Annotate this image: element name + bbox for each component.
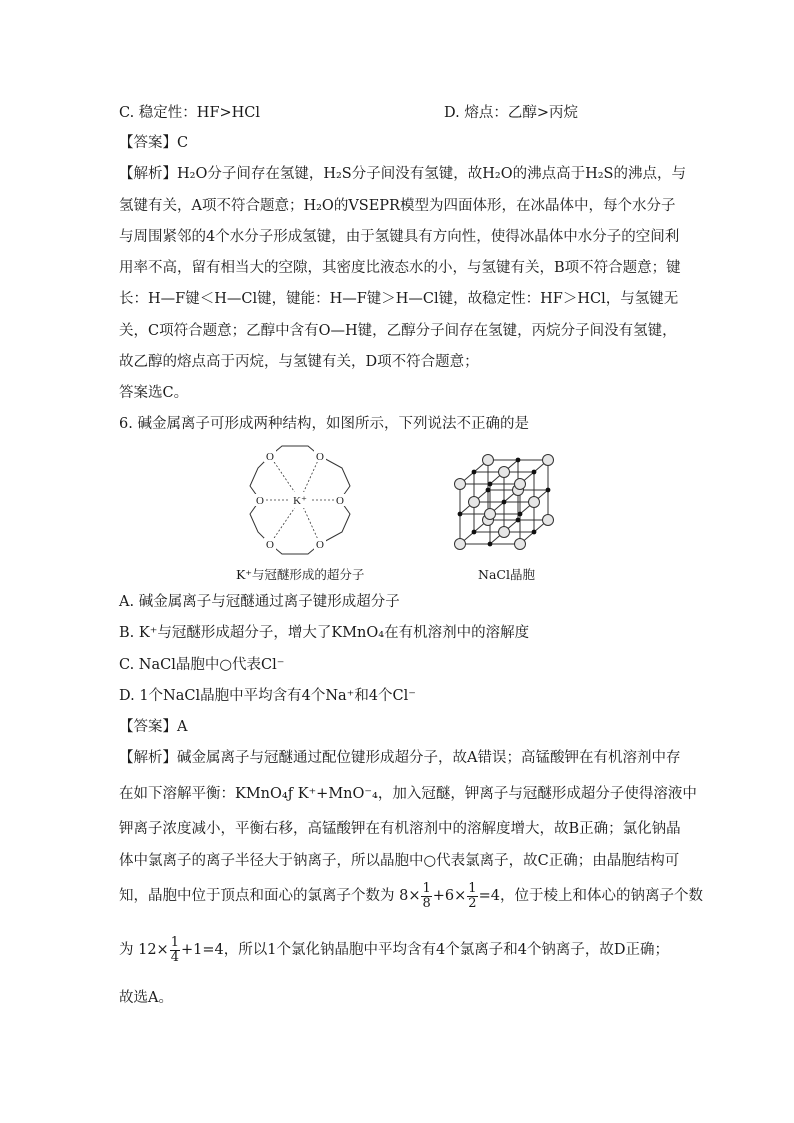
sodium-ion xyxy=(502,500,507,505)
chloride-ion xyxy=(543,515,554,526)
fraction-numerator: 1 xyxy=(468,880,477,896)
fraction-denominator: 8 xyxy=(422,895,431,911)
analysis-line: 故乙醇的熔点高于丙烷，与氢键有关，D项不符合题意； xyxy=(119,354,479,370)
sodium-ion xyxy=(516,518,521,523)
fraction xyxy=(421,882,431,911)
analysis-text: +1=4，所以1个氯化钠晶胞中平均含有4个氯离子和4个钠离子，故D正确； xyxy=(181,942,670,958)
answer-tag: 【答案】 xyxy=(119,719,177,735)
answer-tag: 【答案】 xyxy=(119,135,177,151)
fraction xyxy=(170,936,180,965)
analysis-text: =4，位于棱上和体心的钠离子个数 xyxy=(478,888,703,904)
chloride-ion xyxy=(483,455,494,466)
analysis-line: 在如下溶解平衡：KMnO₄ƒ K⁺+MnO⁻₄，加入冠醚，钾离子与冠醚形成超分子使得溶液中 xyxy=(119,786,697,802)
chloride-ion xyxy=(469,497,480,508)
oxygen-atom-label: O xyxy=(256,495,264,507)
analysis-text: 碱金属离子与冠醚通过配位键形成超分子，故A错误；高锰酸钾在有机溶剂中存 xyxy=(177,750,681,766)
analysis-line xyxy=(119,748,680,768)
analysis-line: 体中氯离子的离子半径大于钠离子，所以晶胞中○代表氯离子，故C正确；由晶胞结构可 xyxy=(119,853,680,869)
answer-value: A xyxy=(177,719,188,735)
fraction-denominator: 4 xyxy=(170,949,179,965)
sodium-ion xyxy=(518,512,523,517)
sodium-ion xyxy=(458,512,463,517)
fraction-denominator: 2 xyxy=(468,895,477,911)
sodium-ion xyxy=(532,530,537,535)
option-c: C. 稳定性：HF>HCl xyxy=(119,105,261,121)
question-stem: 6. 碱金属离子可形成两种结构，如图所示，下列说法不正确的是 xyxy=(119,416,529,432)
oxygen-atom-label: O xyxy=(266,539,274,551)
chloride-ion xyxy=(529,497,540,508)
analysis-line: 长：H—F键＜H—Cl键，键能：H—F键＞H—Cl键，故稳定性：HF＞HCl，与氢键无 xyxy=(119,291,679,307)
sodium-ion xyxy=(472,530,477,535)
answer-line xyxy=(119,717,187,737)
nacl-unit-cell-figure xyxy=(452,448,564,556)
option-a: A. 碱金属离子与冠醚通过离子键形成超分子 xyxy=(119,594,400,610)
sodium-ion xyxy=(546,488,551,493)
analysis-text: 知，晶胞中位于顶点和面心的氯离子个数为 8× xyxy=(119,888,421,904)
chloride-ion xyxy=(515,539,526,550)
chloride-ion xyxy=(515,479,526,490)
crown-ether-figure xyxy=(230,438,370,560)
sodium-ion xyxy=(516,458,521,463)
oxygen-atom-label: O xyxy=(316,539,324,551)
sodium-ion xyxy=(488,482,493,487)
chloride-ion xyxy=(455,539,466,550)
analysis-line: 钾离子浓度减小，平衡右移，高锰酸钾在有机溶剂中的溶解度增大，故B正确；氯化钠晶 xyxy=(119,821,681,837)
analysis-tag: 【解析】 xyxy=(119,750,177,766)
conclusion: 答案选C。 xyxy=(119,385,189,401)
chloride-ion xyxy=(455,479,466,490)
option-c: C. NaCl晶胞中○代表Cl⁻ xyxy=(119,657,285,673)
oxygen-atom-label: O xyxy=(316,451,324,463)
nacl-caption: NaCl晶胞 xyxy=(478,567,535,582)
analysis-text: H₂O分子间存在氢键，H₂S分子间没有氢键，故H₂O的沸点高于H₂S的沸点，与 xyxy=(177,166,686,182)
option-d: D. 熔点：乙醇>丙烷 xyxy=(444,105,578,121)
analysis-line: 用率不高，留有相当大的空隙，其密度比液态水的小，与氢键有关，B项不符合题意；键 xyxy=(119,260,681,276)
option-b: B. K⁺与冠醚形成超分子，增大了KMnO₄在有机溶剂中的溶解度 xyxy=(119,625,530,641)
analysis-line: 与周围紧邻的4个水分子形成氢键，由于氢键具有方向性，使得冰晶体中水分子的空间利 xyxy=(119,229,680,245)
fraction-numerator: 1 xyxy=(422,880,431,896)
crown-ether-caption: K⁺与冠醚形成的超分子 xyxy=(236,567,365,582)
analysis-text: 为 12× xyxy=(119,942,169,958)
option-d: D. 1个NaCl晶胞中平均含有4个Na⁺和4个Cl⁻ xyxy=(119,688,416,704)
chloride-ion xyxy=(499,527,510,538)
answer-line xyxy=(119,133,188,153)
sodium-ion xyxy=(532,470,537,475)
sodium-ion xyxy=(472,470,477,475)
analysis-line xyxy=(119,878,703,914)
analysis-tag: 【解析】 xyxy=(119,166,177,182)
oxygen-atom-label: O xyxy=(266,451,274,463)
chloride-ion xyxy=(543,455,554,466)
potassium-ion-label: K⁺ xyxy=(293,495,307,507)
oxygen-atom-label: O xyxy=(336,495,344,507)
sodium-ion xyxy=(486,488,491,493)
analysis-line xyxy=(119,164,686,184)
conclusion: 故选A。 xyxy=(119,990,173,1006)
analysis-line xyxy=(119,932,669,968)
analysis-line: 关，C项符合题意；乙醇中含有O—H键，乙醇分子间存在氢键，丙烷分子间没有氢键， xyxy=(119,323,677,339)
chloride-ion xyxy=(485,509,496,520)
sodium-ion xyxy=(488,542,493,547)
fraction-numerator: 1 xyxy=(170,934,179,950)
analysis-line: 氢键有关，A项不符合题意；H₂O的VSEPR模型为四面体形，在冰晶体中，每个水分子 xyxy=(119,198,676,214)
chloride-ion xyxy=(499,467,510,478)
answer-value: C xyxy=(177,135,189,151)
analysis-text: +6× xyxy=(432,888,467,904)
fraction xyxy=(467,882,477,911)
